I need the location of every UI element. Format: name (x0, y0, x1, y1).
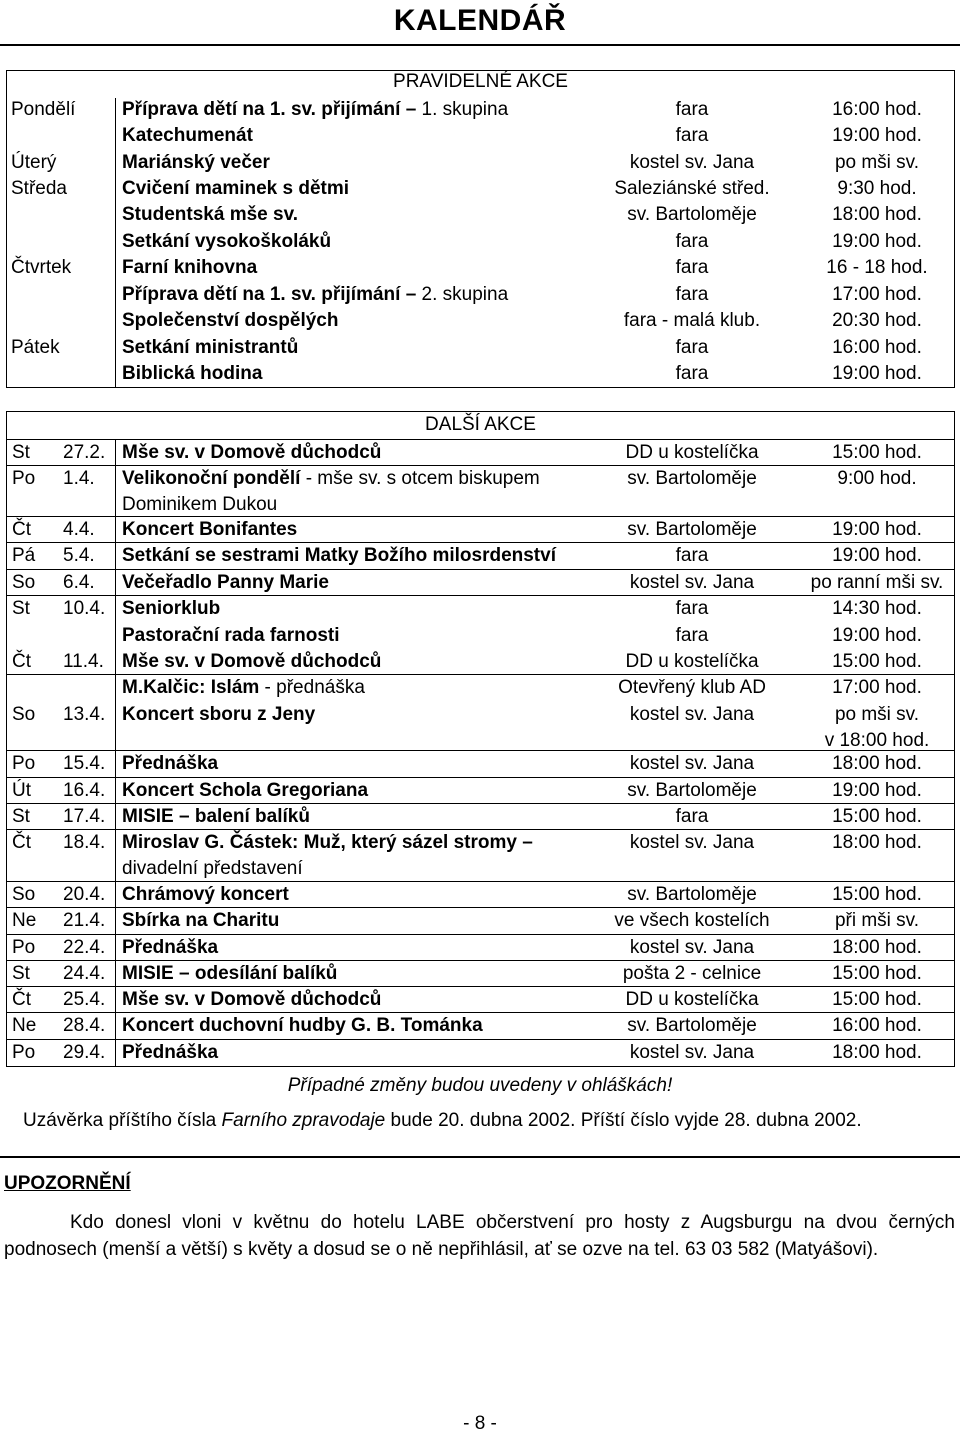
event-time-line: 15:00 hod. (832, 884, 922, 905)
event-time-line2: v 18:00 hod. (824, 730, 930, 751)
event-day: Pondělí (11, 99, 76, 120)
event-name (122, 335, 298, 361)
deadline-newsletter-name: Farního zpravodaje (221, 1110, 386, 1131)
regular-events-heading: PRAVIDELNÉ AKCE (393, 71, 568, 92)
event-name-bold: Miroslav G. Částek: Muž, který sázel stromy – (122, 832, 533, 853)
event-time: 19:00 hod. (832, 231, 922, 252)
event-name-detail: 1. skupina (421, 99, 509, 120)
event-date: 16.4. (63, 780, 106, 801)
event-time (777, 778, 960, 804)
event-time-line: 16:00 hod. (832, 1015, 922, 1036)
regular-events-box (6, 70, 955, 388)
event-time: 16 - 18 hod. (826, 257, 928, 278)
event-time: 19:00 hod. (832, 363, 922, 384)
event-name (122, 596, 220, 622)
event-day: Čtvrtek (11, 257, 72, 278)
event-name (122, 778, 368, 804)
event-name (122, 123, 253, 149)
event-time-line: 19:00 hod. (832, 625, 922, 646)
event-time: po mši sv. (834, 152, 920, 173)
event-name (122, 702, 315, 728)
event-location: pošta 2 - celnice (622, 963, 762, 984)
event-name-bold: M.Kalčic: Islám (122, 677, 260, 698)
event-location: kostel sv. Jana (629, 832, 755, 853)
event-name-bold: Koncert duchovní hudby G. B. Tománka (122, 1015, 483, 1036)
event-name-detail: - mše sv. s otcem biskupem (300, 468, 540, 489)
event-location: sv. Bartoloměje (627, 468, 757, 489)
event-name (122, 1013, 483, 1039)
event-day: Po (12, 468, 36, 489)
event-time-line: 17:00 hod. (832, 677, 922, 698)
event-location: fara - malá klub. (623, 310, 761, 331)
event-day: Po (12, 937, 36, 958)
event-name (122, 882, 289, 908)
event-name-bold: Mariánský večer (122, 152, 270, 173)
page-rule (0, 1156, 960, 1158)
event-name-bold: Koncert Bonifantes (122, 519, 298, 540)
event-name (122, 623, 340, 649)
other-events-heading: DALŠÍ AKCE (425, 414, 536, 435)
event-time-line: při mši sv. (834, 910, 920, 931)
event-location: fara (675, 125, 709, 146)
event-day: Út (12, 780, 31, 801)
event-location: ve všech kostelích (614, 910, 770, 931)
event-name (122, 440, 381, 466)
event-time (777, 623, 960, 649)
event-time: 18:00 hod. (832, 204, 922, 225)
event-time: 16:00 hod. (832, 337, 922, 358)
event-location: fara (675, 598, 709, 619)
event-time-line: 15:00 hod. (832, 806, 922, 827)
event-date: 20.4. (63, 884, 106, 905)
event-time: 17:00 hod. (832, 284, 922, 305)
event-location: fara (675, 625, 709, 646)
event-date: 25.4. (63, 989, 106, 1010)
event-time-line: 18:00 hod. (832, 1042, 922, 1063)
event-name-bold: MISIE – odesílání balíků (122, 963, 338, 984)
event-time-line: 15:00 hod. (832, 963, 922, 984)
event-name-bold: Mše sv. v Domově důchodců (122, 651, 382, 672)
event-name (122, 543, 556, 569)
event-day: Po (12, 753, 36, 774)
event-name-bold: Chrámový koncert (122, 884, 289, 905)
event-time (777, 961, 960, 987)
event-time-line: 19:00 hod. (832, 545, 922, 566)
event-name-bold: Katechumenát (122, 125, 253, 146)
event-name (122, 908, 279, 934)
event-name (122, 308, 338, 334)
column-divider-day (115, 98, 116, 387)
event-name-bold: Příprava dětí na 1. sv. přijímání – (122, 284, 422, 305)
page-title: KALENDÁŘ (393, 4, 567, 37)
event-name-bold: Mše sv. v Domově důchodců (122, 442, 382, 463)
event-name-bold: Studentská mše sv. (122, 204, 299, 225)
event-name-bold: Seniorklub (122, 598, 221, 619)
event-location: DD u kostelíčka (625, 989, 759, 1010)
event-date: 11.4. (63, 651, 104, 672)
event-time (777, 466, 960, 492)
event-name (122, 987, 381, 1013)
event-time (777, 908, 960, 934)
event-date: 13.4. (63, 704, 106, 725)
event-time (777, 882, 960, 908)
deadline-part1: Uzávěrka příštího čísla (23, 1110, 222, 1131)
event-name-detail: - přednáška (259, 677, 365, 698)
event-time-line: po mši sv. (834, 704, 920, 725)
event-location: fara (675, 337, 709, 358)
event-time (777, 830, 960, 856)
event-day: Po (12, 1042, 36, 1063)
event-name-bold: Mše sv. v Domově důchodců (122, 989, 382, 1010)
event-location: kostel sv. Jana (629, 753, 755, 774)
event-time (777, 804, 960, 830)
deadline-part2: bude 20. dubna 2002. Příští číslo vyjde 28. dubna 2002. (385, 1110, 862, 1131)
event-location: DD u kostelíčka (625, 442, 759, 463)
event-name (122, 176, 349, 202)
event-time-line: 19:00 hod. (832, 780, 922, 801)
event-name (122, 961, 337, 987)
event-location: fara (675, 806, 709, 827)
page-number: - 8 - (463, 1413, 497, 1434)
event-day: Ne (12, 1015, 37, 1036)
event-name (122, 282, 508, 308)
event-date: 15.4. (63, 753, 106, 774)
event-name-bold: Koncert sboru z Jeny (122, 704, 316, 725)
event-time (777, 702, 960, 754)
event-time (777, 596, 960, 622)
column-divider-date (115, 439, 116, 1066)
event-name-bold: Večeřadlo Panny Marie (122, 572, 329, 593)
title-rule (0, 44, 960, 46)
event-location: sv. Bartoloměje (627, 780, 757, 801)
event-date: 17.4. (63, 806, 106, 827)
event-location: Otevřený klub AD (618, 677, 766, 698)
event-time: 19:00 hod. (832, 125, 922, 146)
event-day: So (12, 884, 36, 905)
event-day: Čt (12, 832, 31, 853)
event-time-line: 15:00 hod. (832, 989, 922, 1010)
event-name (122, 517, 297, 543)
event-location: fara (675, 99, 709, 120)
event-time-line: 18:00 hod. (832, 753, 922, 774)
event-location: sv. Bartoloměje (627, 204, 757, 225)
event-day: So (12, 704, 36, 725)
event-date: 18.4. (63, 832, 106, 853)
event-date: 4.4. (63, 519, 95, 540)
event-name-bold: Přednáška (122, 1042, 219, 1063)
event-location: kostel sv. Jana (629, 152, 755, 173)
event-name-bold: Koncert Schola Gregoriana (122, 780, 369, 801)
event-name-bold: MISIE – balení balíků (122, 806, 310, 827)
event-time: 20:30 hod. (832, 310, 922, 331)
event-day: Pátek (11, 337, 60, 358)
event-name-continued: Dominikem Dukou (122, 494, 278, 515)
event-name (122, 830, 533, 882)
event-day: Čt (12, 989, 31, 1010)
event-time (777, 935, 960, 961)
event-date: 27.2. (63, 442, 106, 463)
event-name-bold: Příprava dětí na 1. sv. přijímání – (122, 99, 422, 120)
event-time (777, 1040, 960, 1066)
event-name (122, 675, 365, 701)
event-location: kostel sv. Jana (629, 1042, 755, 1063)
event-name (122, 751, 218, 777)
event-name (122, 1040, 218, 1066)
event-time-line: 15:00 hod. (832, 651, 922, 672)
event-name (122, 804, 310, 830)
event-time (777, 440, 960, 466)
event-location: fara (675, 363, 709, 384)
event-name-bold: Přednáška (122, 937, 219, 958)
event-location: sv. Bartoloměje (627, 519, 757, 540)
event-location: sv. Bartoloměje (627, 1015, 757, 1036)
event-day: Čt (12, 651, 31, 672)
event-time (777, 517, 960, 543)
event-location: fara (675, 257, 709, 278)
event-time (777, 987, 960, 1013)
event-time (777, 649, 960, 675)
event-date: 28.4. (63, 1015, 106, 1036)
event-name-bold: Biblická hodina (122, 363, 263, 384)
event-day: Čt (12, 519, 31, 540)
event-time (777, 570, 960, 596)
event-day: So (12, 572, 36, 593)
event-name-bold: Cvičení maminek s dětmi (122, 178, 350, 199)
event-name (122, 570, 329, 596)
event-name (122, 361, 262, 387)
event-name (122, 255, 257, 281)
event-time-line: 18:00 hod. (832, 937, 922, 958)
event-name-bold: Setkání ministrantů (122, 337, 299, 358)
event-name-bold: Přednáška (122, 753, 219, 774)
notice-body: Kdo donesl vloni v květnu do hotelu LABE občerstvení pro hosty z Augsburgu na dvou černých podnosech (menší a větší) s květy a dosud se o ně nepřihlásil, ať se ozve na tel. 63 03 582 (Matyášovi). (4, 1212, 955, 1260)
event-time-line: 19:00 hod. (832, 519, 922, 540)
event-time-line: po ranní mši sv. (810, 572, 944, 593)
event-date: 29.4. (63, 1042, 106, 1063)
event-day: St (12, 806, 30, 827)
event-date: 24.4. (63, 963, 106, 984)
event-day: St (12, 963, 30, 984)
event-name (122, 649, 381, 675)
event-day: St (12, 598, 30, 619)
event-time-line: 18:00 hod. (832, 832, 922, 853)
event-time: 16:00 hod. (832, 99, 922, 120)
event-time (777, 1013, 960, 1039)
event-time (777, 543, 960, 569)
event-name (122, 97, 508, 123)
event-location: sv. Bartoloměje (627, 884, 757, 905)
event-date: 6.4. (63, 572, 95, 593)
event-name-bold: Velikonoční pondělí (122, 468, 301, 489)
event-time (777, 751, 960, 777)
event-time-line: 9:00 hod. (837, 468, 917, 489)
event-day: Ne (12, 910, 37, 931)
event-day: Úterý (11, 152, 57, 173)
notice-heading: UPOZORNĚNÍ (4, 1173, 131, 1194)
event-name-bold: Farní knihovna (122, 257, 258, 278)
event-location: fara (675, 545, 709, 566)
event-name (122, 935, 218, 961)
event-name (122, 202, 298, 228)
event-time: 9:30 hod. (837, 178, 917, 199)
event-location: kostel sv. Jana (629, 572, 755, 593)
deadline-line (23, 1110, 862, 1132)
event-name-continued: divadelní představení (122, 858, 303, 879)
event-name-bold: Sbírka na Charitu (122, 910, 280, 931)
event-day: Středa (11, 178, 67, 199)
event-date: 10.4. (63, 598, 106, 619)
event-date: 1.4. (63, 468, 95, 489)
event-date: 5.4. (63, 545, 95, 566)
event-name-detail: 2. skupina (421, 284, 509, 305)
event-name (122, 229, 331, 255)
event-location: fara (675, 231, 709, 252)
event-name-bold: Společenství dospělých (122, 310, 339, 331)
event-name-bold: Setkání vysokoškoláků (122, 231, 332, 252)
event-name-bold: Setkání se sestrami Matky Božího milosrdenství (122, 545, 556, 566)
event-time (777, 675, 960, 701)
event-location: kostel sv. Jana (629, 704, 755, 725)
event-location: Saleziánské střed. (614, 178, 770, 199)
event-time-line: 14:30 hod. (832, 598, 922, 619)
event-name (122, 466, 540, 518)
event-date: 21.4. (63, 910, 106, 931)
event-name (122, 150, 270, 176)
other-events-box (6, 411, 955, 1067)
event-location: fara (675, 284, 709, 305)
event-location: kostel sv. Jana (629, 937, 755, 958)
changes-note: Případné změny budou uvedeny v ohláškách! (287, 1075, 673, 1096)
event-location: DD u kostelíčka (625, 651, 759, 672)
event-day: St (12, 442, 30, 463)
event-day: Pá (12, 545, 36, 566)
event-name-bold: Pastorační rada farnosti (122, 625, 340, 646)
event-date: 22.4. (63, 937, 106, 958)
event-time-line: 15:00 hod. (832, 442, 922, 463)
